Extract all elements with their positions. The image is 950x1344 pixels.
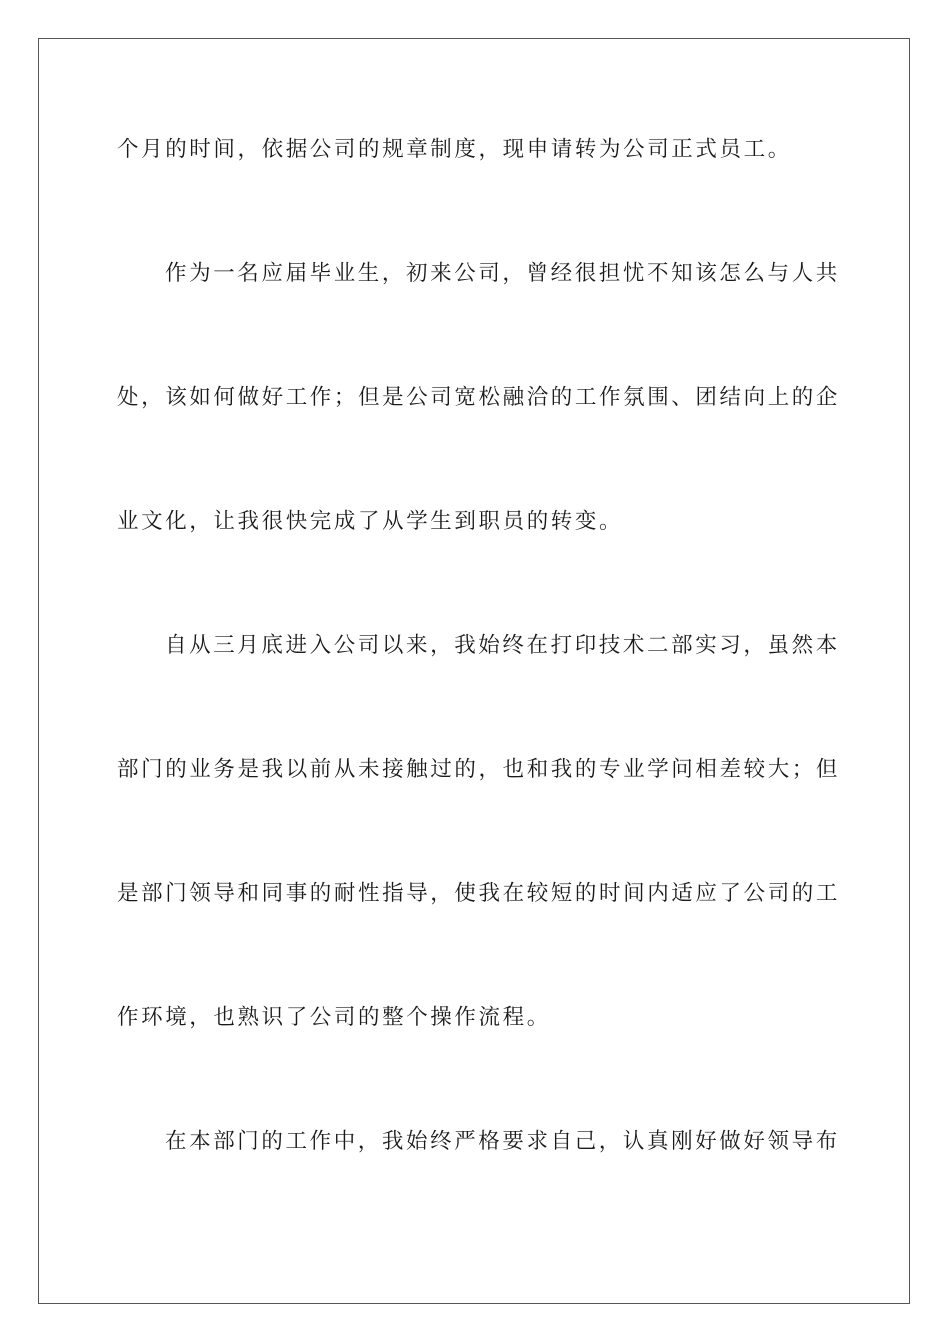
- paragraph-2-line-2: 处，该如何做好工作；但是公司宽松融洽的工作氛围、团结向上的企: [117, 385, 841, 410]
- paragraph-4-line-1: 在本部门的工作中，我始终严格要求自己，认真刚好做好领导布: [165, 1129, 840, 1154]
- paragraph-3-line-2: 部门的业务是我以前从未接触过的，也和我的专业学问相差较大；但: [117, 757, 841, 782]
- paragraph-3-line-3: 是部门领导和同事的耐性指导，使我在较短的时间内适应了公司的工: [117, 881, 841, 906]
- text-line-1: 个月的时间，依据公司的规章制度，现申请转为公司正式员工。: [117, 137, 792, 162]
- paragraph-2-line-1: 作为一名应届毕业生，初来公司，曾经很担忧不知该怎么与人共: [165, 261, 840, 286]
- paragraph-3-line-4: 作环境，也熟识了公司的整个操作流程。: [117, 1005, 551, 1030]
- page-frame: [38, 38, 910, 1304]
- paragraph-3-line-1: 自从三月底进入公司以来，我始终在打印技术二部实习，虽然本: [165, 633, 840, 658]
- paragraph-2-line-3: 业文化，让我很快完成了从学生到职员的转变。: [117, 509, 624, 534]
